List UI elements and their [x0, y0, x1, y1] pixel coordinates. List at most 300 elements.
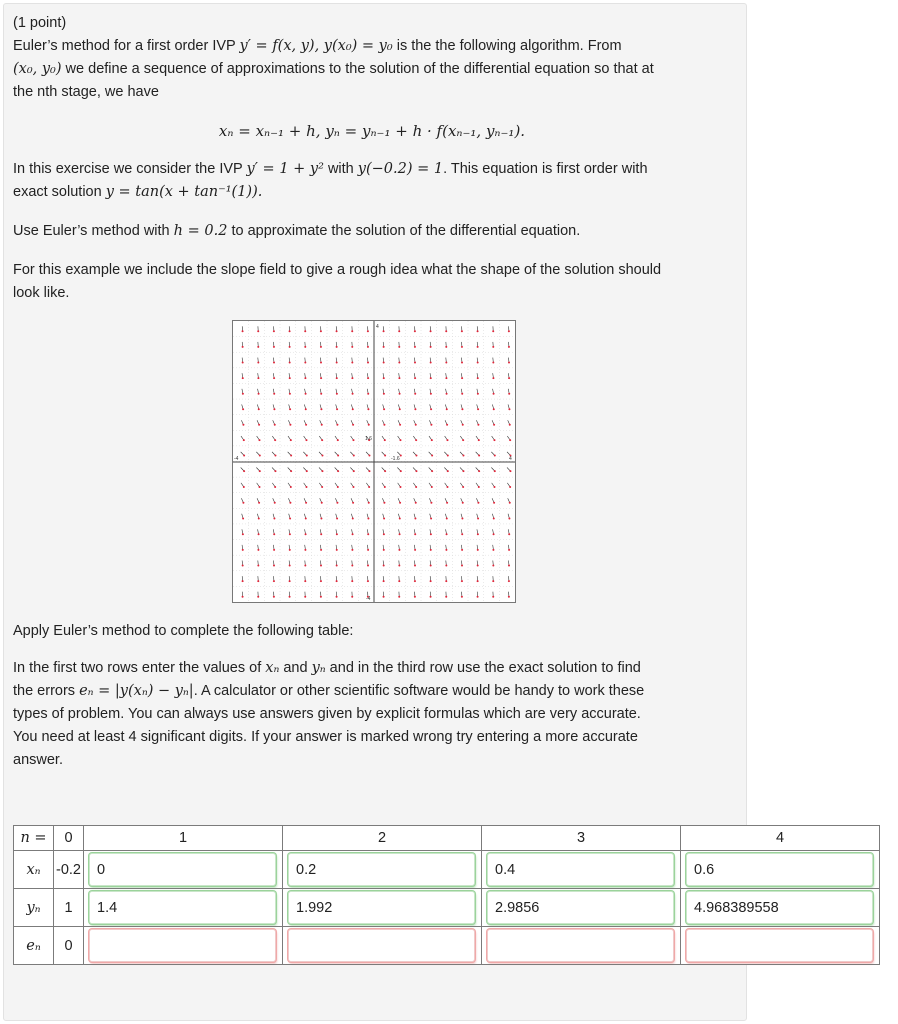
- slope-arrow-head: [462, 424, 464, 426]
- slope-arrow-head: [477, 362, 479, 364]
- x1-input[interactable]: [89, 853, 276, 886]
- slope-arrow-head: [242, 580, 244, 582]
- slope-arrow-head: [320, 580, 322, 582]
- slope-arrow-head: [336, 346, 338, 348]
- slope-arrow-head: [461, 533, 463, 535]
- slope-arrow-head: [351, 346, 353, 348]
- slope-arrow-head: [478, 439, 480, 441]
- slope-arrow-head: [445, 549, 447, 551]
- slope-arrow-head: [508, 393, 510, 395]
- slope-arrow-head: [430, 596, 432, 598]
- slope-arrow-head: [445, 564, 447, 566]
- slope-arrow-head: [414, 580, 416, 582]
- slope-arrow-head: [258, 502, 260, 504]
- slope-arrow-head: [351, 362, 353, 364]
- slope-arrow-head: [399, 533, 401, 535]
- slope-arrow-head: [352, 439, 354, 441]
- slope-arrow-head: [461, 377, 463, 379]
- ivp-line: [13, 158, 737, 181]
- slope-arrow-head: [415, 455, 417, 457]
- table-row-x: [14, 851, 880, 889]
- slope-arrow-head: [367, 408, 369, 410]
- axis-label-mid-x: -1.6: [391, 456, 400, 462]
- slope-arrow-head: [430, 330, 432, 332]
- err-text-b: . A calculator or other scientific software would be handy to work these: [193, 683, 645, 699]
- slope-arrow-head: [259, 470, 261, 472]
- slope-arrow-head: [492, 377, 494, 379]
- slope-arrow-head: [242, 346, 244, 348]
- instruction-line-4: You need at least 4 significant digits. If your answer is marked wrong try entering a more accurate: [13, 729, 638, 745]
- slope-arrow-head: [320, 408, 322, 410]
- slope-arrow-head: [399, 518, 401, 520]
- slope-arrow-head: [477, 596, 479, 598]
- e1-input[interactable]: [89, 929, 276, 962]
- slope-arrow-head: [399, 393, 401, 395]
- slope-arrow-head: [415, 470, 417, 472]
- axis-label-left: -4: [234, 456, 239, 462]
- y2-cell: [283, 889, 482, 927]
- slope-arrow-head: [492, 580, 494, 582]
- x4-cell: [681, 851, 880, 889]
- slope-arrow-head: [508, 580, 510, 582]
- slope-arrow-head: [305, 424, 307, 426]
- slope-arrow-head: [242, 362, 244, 364]
- slope-arrow-head: [477, 377, 479, 379]
- slope-arrow-head: [242, 502, 244, 504]
- slope-arrow-head: [398, 362, 400, 364]
- slope-arrow-head: [336, 362, 338, 364]
- slope-arrow-head: [336, 502, 338, 504]
- slope-arrow-head: [400, 455, 402, 457]
- slope-arrow-head: [290, 486, 292, 488]
- slope-arrow-head: [257, 564, 259, 566]
- slope-arrow-head: [430, 408, 432, 410]
- slope-arrow-head: [304, 330, 306, 332]
- x4-input[interactable]: [686, 853, 873, 886]
- slope-arrow-head: [273, 346, 275, 348]
- slope-arrow-head: [477, 518, 479, 520]
- n-label-cell: [14, 826, 54, 851]
- rows-and: and: [279, 660, 312, 676]
- slope-arrow-head: [430, 502, 432, 504]
- slope-arrow-head: [368, 424, 370, 426]
- step-formula: h = 0.2: [173, 223, 228, 239]
- slope-arrow-head: [461, 596, 463, 598]
- x3-input[interactable]: [487, 853, 674, 886]
- slope-arrow-head: [493, 424, 495, 426]
- slope-arrow-head: [383, 408, 385, 410]
- y-label-cell: [14, 889, 54, 927]
- apply-instruction: Apply Euler’s method to complete the following table:: [13, 623, 354, 639]
- slope-arrow-head: [321, 486, 323, 488]
- slope-arrow-head: [258, 408, 260, 410]
- slope-arrow-head: [320, 596, 322, 598]
- axis-label-mid-y: 1.6: [365, 436, 372, 442]
- slope-arrow-head: [351, 580, 353, 582]
- slope-arrow-head: [320, 564, 322, 566]
- slope-arrow-head: [258, 486, 260, 488]
- slope-arrow-head: [445, 362, 447, 364]
- slope-arrow-head: [367, 330, 369, 332]
- slope-arrow-head: [273, 549, 275, 551]
- slope-arrow-head: [273, 533, 275, 535]
- slope-arrow-head: [445, 346, 447, 348]
- intro-line-3: the nth stage, we have: [13, 84, 159, 100]
- slope-arrow-head: [430, 533, 432, 535]
- slope-arrow-head: [242, 549, 244, 551]
- y4-input[interactable]: [686, 891, 873, 924]
- slope-arrow-head: [273, 393, 275, 395]
- err-text-a: the errors: [13, 683, 80, 699]
- slope-arrow-head: [384, 470, 386, 472]
- slope-arrow-head: [509, 470, 511, 472]
- slope-arrow-head: [383, 362, 385, 364]
- rows-instruction: [13, 657, 737, 680]
- slope-arrow-head: [414, 549, 416, 551]
- intro-formula: y′ = f(x, y), y(x₀) = y₀: [239, 38, 393, 54]
- slope-arrow-head: [399, 486, 401, 488]
- slope-arrow-head: [289, 502, 291, 504]
- slope-arrow-head: [289, 549, 291, 551]
- slope-arrow-head: [336, 518, 338, 520]
- slope-arrow-head: [367, 393, 369, 395]
- slope-arrow-head: [304, 596, 306, 598]
- slope-arrow-head: [258, 424, 260, 426]
- e2-input[interactable]: [288, 929, 475, 962]
- slope-arrow-head: [257, 346, 259, 348]
- slope-arrow-head: [383, 580, 385, 582]
- initial-point-formula: (x₀, y₀): [13, 61, 62, 77]
- ivp-formula: y′ = 1 + y²: [246, 161, 324, 177]
- points-label: (1 point): [13, 15, 67, 31]
- slope-arrow-head: [477, 502, 479, 504]
- slope-arrow-head: [477, 549, 479, 551]
- slope-arrow-head: [321, 502, 323, 504]
- slope-arrow-head: [461, 330, 463, 332]
- slope-arrow-head: [446, 439, 448, 441]
- slope-arrow-head: [336, 580, 338, 582]
- slope-arrow-head: [447, 455, 449, 457]
- slope-arrow-head: [242, 393, 244, 395]
- slope-arrow-head: [383, 502, 385, 504]
- slope-arrow-head: [352, 533, 354, 535]
- slope-arrow-head: [415, 424, 417, 426]
- slope-arrow-head: [289, 330, 291, 332]
- slope-arrow-head: [306, 455, 308, 457]
- slope-arrow-head: [398, 564, 400, 566]
- step-size-line: [13, 220, 737, 243]
- slope-arrow-head: [305, 533, 307, 535]
- slope-arrow-head: [430, 346, 432, 348]
- e3-input[interactable]: [487, 929, 674, 962]
- slope-arrow-head: [368, 455, 370, 457]
- slope-arrow-head: [398, 330, 400, 332]
- exact-formula: y = tan(x + tan⁻¹(1)).: [105, 184, 263, 200]
- slope-arrow-head: [383, 346, 385, 348]
- slope-arrow-head: [289, 596, 291, 598]
- table-header-row: [14, 826, 880, 851]
- slope-arrow-head: [353, 470, 355, 472]
- slope-arrow-head: [445, 377, 447, 379]
- slope-arrow-head: [477, 393, 479, 395]
- slope-arrow-head: [351, 596, 353, 598]
- slope-arrow-head: [273, 377, 275, 379]
- y0-cell: 1: [54, 889, 84, 927]
- intro-text-b: is the the following algorithm. From: [392, 38, 622, 54]
- errors-instruction: [13, 680, 737, 703]
- slope-arrow-head: [367, 346, 369, 348]
- slope-arrow-head: [320, 393, 322, 395]
- slope-arrow-head: [368, 470, 370, 472]
- slope-arrow-head: [304, 346, 306, 348]
- slope-arrow-head: [461, 580, 463, 582]
- slope-arrow-head: [336, 549, 338, 551]
- slope-arrow-head: [320, 549, 322, 551]
- rows-text-a: In the first two rows enter the values of: [13, 660, 266, 676]
- slope-arrow-head: [321, 439, 323, 441]
- n-0-cell: 0: [54, 826, 84, 851]
- slope-arrow-head: [462, 470, 464, 472]
- slope-arrow-head: [242, 424, 244, 426]
- x3-cell: [482, 851, 681, 889]
- slope-arrow-head: [257, 580, 259, 582]
- slope-arrow-head: [305, 393, 307, 395]
- slope-arrow-head: [243, 486, 245, 488]
- slope-arrow-head: [258, 393, 260, 395]
- slope-arrow-head: [289, 346, 291, 348]
- y1-input[interactable]: [89, 891, 276, 924]
- slope-arrow-head: [289, 518, 291, 520]
- exact-solution-line: [13, 181, 737, 204]
- slope-arrow-head: [493, 502, 495, 504]
- rows-xn: xₙ: [265, 660, 280, 676]
- euler-table: [13, 825, 880, 965]
- intro-text-a: Euler’s method for a first order IVP: [13, 38, 240, 54]
- slope-arrow-head: [257, 377, 259, 379]
- slope-arrow-head: [415, 502, 417, 504]
- slope-arrow-head: [493, 408, 495, 410]
- n-label: n =: [20, 830, 47, 846]
- slope-arrow-head: [478, 486, 480, 488]
- slope-arrow-head: [414, 596, 416, 598]
- x2-input[interactable]: [288, 853, 475, 886]
- slope-arrow-head: [383, 518, 385, 520]
- slope-arrow-head: [478, 455, 480, 457]
- slope-arrow-head: [477, 330, 479, 332]
- slope-arrow-head: [431, 486, 433, 488]
- slope-arrow-head: [242, 596, 244, 598]
- slope-arrow-head: [289, 377, 291, 379]
- y3-input[interactable]: [487, 891, 674, 924]
- slope-arrow-head: [337, 470, 339, 472]
- slope-field-intro-2: look like.: [13, 285, 70, 301]
- slope-arrow-head: [446, 533, 448, 535]
- slope-arrow-head: [289, 362, 291, 364]
- slope-arrow-head: [399, 424, 401, 426]
- slope-arrow-head: [320, 330, 322, 332]
- slope-arrow-head: [509, 439, 511, 441]
- slope-arrow-head: [461, 346, 463, 348]
- slope-arrow-head: [337, 486, 339, 488]
- slope-arrow-head: [273, 564, 275, 566]
- slope-arrow-head: [414, 533, 416, 535]
- slope-arrow-head: [508, 377, 510, 379]
- slope-arrow-head: [508, 518, 510, 520]
- slope-arrow-head: [446, 518, 448, 520]
- slope-arrow-head: [383, 377, 385, 379]
- slope-arrow-head: [273, 580, 275, 582]
- instruction-line-5: answer.: [13, 752, 63, 768]
- slope-arrow-head: [414, 377, 416, 379]
- slope-arrow-head: [415, 486, 417, 488]
- slope-arrow-head: [352, 518, 354, 520]
- slope-arrow-head: [305, 502, 307, 504]
- slope-arrow-head: [508, 533, 510, 535]
- slope-arrow-head: [242, 377, 244, 379]
- slope-arrow-head: [414, 330, 416, 332]
- slope-arrow-head: [336, 424, 338, 426]
- slope-arrow-head: [445, 330, 447, 332]
- slope-arrow-head: [462, 486, 464, 488]
- y4-cell: [681, 889, 880, 927]
- slope-arrow-head: [367, 518, 369, 520]
- slope-arrow-head: [447, 470, 449, 472]
- slope-arrow-head: [430, 549, 432, 551]
- slope-arrow-head: [508, 564, 510, 566]
- slope-arrow-head: [273, 330, 275, 332]
- slope-arrow-head: [336, 564, 338, 566]
- slope-arrow-head: [243, 455, 245, 457]
- slope-arrow-head: [430, 424, 432, 426]
- x0-cell: -0.2: [54, 851, 84, 889]
- e4-input[interactable]: [686, 929, 873, 962]
- slope-arrow-head: [351, 330, 353, 332]
- slope-arrow-head: [492, 330, 494, 332]
- e-label-cell: [14, 927, 54, 965]
- err-formula: eₙ = |y(xₙ) − yₙ|: [79, 683, 194, 699]
- slope-arrow-head: [493, 486, 495, 488]
- slope-arrow-head: [414, 346, 416, 348]
- slope-arrow-head: [304, 362, 306, 364]
- e1-cell: [84, 927, 283, 965]
- slope-arrow-head: [445, 580, 447, 582]
- slope-arrow-head: [305, 439, 307, 441]
- ivp-text-a: In this exercise we consider the IVP: [13, 161, 247, 177]
- slope-arrow-head: [336, 393, 338, 395]
- slope-arrow-head: [446, 502, 448, 504]
- recurrence-formula: xₙ = xₙ₋₁ + h, yₙ = yₙ₋₁ + h · f(xₙ₋₁, yₙ₋₁).: [218, 122, 526, 140]
- slope-arrow-head: [305, 518, 307, 520]
- slope-arrow-head: [336, 408, 338, 410]
- x-label-cell: [14, 851, 54, 889]
- slope-arrow-head: [352, 486, 354, 488]
- e2-cell: [283, 927, 482, 965]
- slope-arrow-head: [368, 502, 370, 504]
- slope-arrow-head: [336, 330, 338, 332]
- slope-arrow-head: [446, 393, 448, 395]
- slope-arrow-head: [351, 564, 353, 566]
- slope-arrow-head: [398, 377, 400, 379]
- slope-arrow-head: [320, 346, 322, 348]
- x1-cell: [84, 851, 283, 889]
- slope-arrow-head: [351, 377, 353, 379]
- slope-arrow-head: [290, 470, 292, 472]
- slope-arrow-head: [273, 596, 275, 598]
- slope-arrow-head: [446, 424, 448, 426]
- slope-field-intro-1: For this example we include the slope field to give a rough idea what the shape of the solution should: [13, 262, 662, 278]
- slope-arrow-head: [351, 549, 353, 551]
- table-row-y: [14, 889, 880, 927]
- slope-arrow-head: [305, 408, 307, 410]
- y2-input[interactable]: [288, 891, 475, 924]
- slope-arrow-head: [430, 377, 432, 379]
- slope-arrow-head: [367, 549, 369, 551]
- slope-arrow-head: [399, 408, 401, 410]
- slope-arrow-head: [431, 455, 433, 457]
- slope-arrow-head: [368, 486, 370, 488]
- slope-field-svg: [233, 321, 515, 602]
- slope-arrow-head: [399, 502, 401, 504]
- slope-arrow-head: [492, 596, 494, 598]
- axis-label-bottom: -4: [366, 596, 371, 602]
- slope-arrow-head: [492, 362, 494, 364]
- slope-arrow-head: [431, 470, 433, 472]
- slope-arrow-head: [493, 533, 495, 535]
- slope-arrow-head: [414, 518, 416, 520]
- slope-arrow-head: [258, 439, 260, 441]
- slope-arrow-head: [321, 470, 323, 472]
- slope-arrow-head: [414, 362, 416, 364]
- slope-arrow-head: [367, 533, 369, 535]
- n-1-cell: 1: [84, 826, 283, 851]
- slope-arrow-head: [383, 424, 385, 426]
- slope-arrow-head: [306, 470, 308, 472]
- slope-arrow-head: [258, 518, 260, 520]
- x2-cell: [283, 851, 482, 889]
- slope-arrow-head: [290, 439, 292, 441]
- slope-arrow-head: [400, 470, 402, 472]
- slope-arrow-head: [493, 393, 495, 395]
- slope-arrow-head: [304, 564, 306, 566]
- instruction-line-3: types of problem. You can always use answers given by explicit formulas which are very accurate.: [13, 706, 641, 722]
- slope-arrow-head: [508, 362, 510, 364]
- slope-arrow-head: [257, 330, 259, 332]
- slope-arrow-head: [445, 596, 447, 598]
- slope-arrow-head: [320, 377, 322, 379]
- slope-arrow-head: [509, 502, 511, 504]
- slope-arrow-head: [352, 424, 354, 426]
- slope-arrow-head: [383, 393, 385, 395]
- slope-arrow-head: [367, 564, 369, 566]
- slope-arrow-head: [384, 455, 386, 457]
- slope-arrow-head: [274, 455, 276, 457]
- slope-arrow-head: [494, 455, 496, 457]
- slope-arrow-head: [398, 596, 400, 598]
- slope-arrow-head: [243, 439, 245, 441]
- ivp-text-c: . This equation is first order with: [443, 161, 648, 177]
- axis-label-top: 4: [376, 324, 379, 330]
- slope-arrow-head: [384, 439, 386, 441]
- slope-arrow-head: [508, 330, 510, 332]
- slope-arrow-head: [493, 518, 495, 520]
- step-text-b: to approximate the solution of the differential equation.: [227, 223, 581, 239]
- slope-arrow-head: [258, 533, 260, 535]
- slope-arrow-head: [289, 408, 291, 410]
- slope-arrow-head: [289, 564, 291, 566]
- slope-arrow-head: [430, 362, 432, 364]
- slope-arrow-head: [304, 580, 306, 582]
- slope-arrow-head: [320, 533, 322, 535]
